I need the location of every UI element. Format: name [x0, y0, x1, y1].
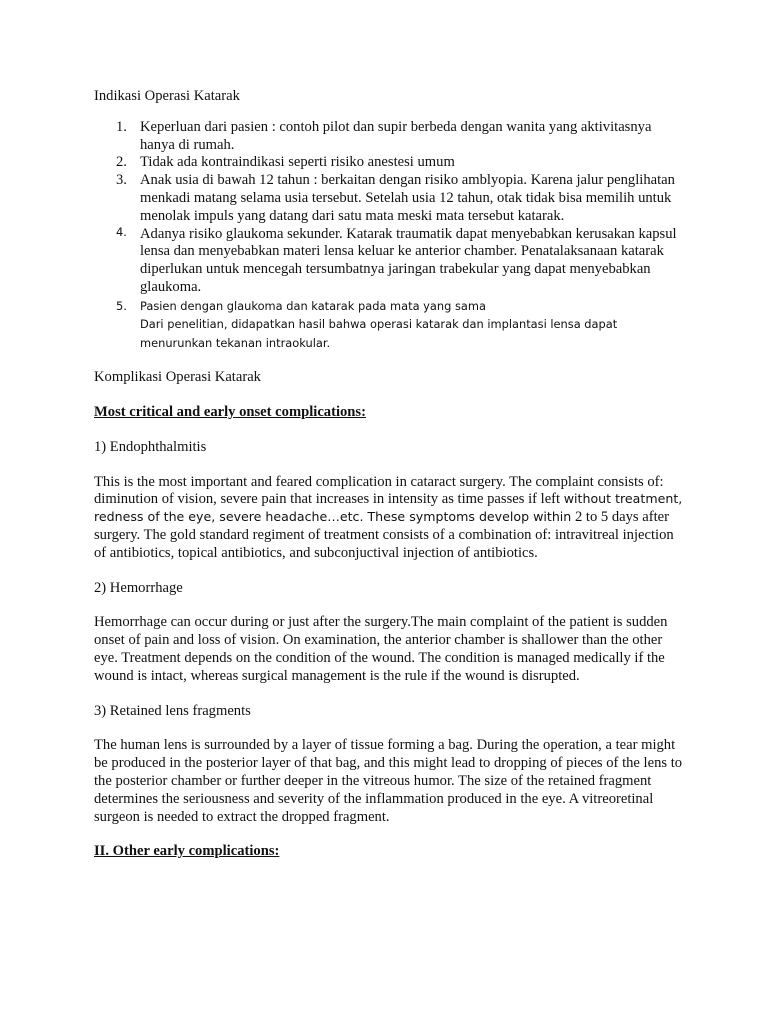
list-item: 1. Keperluan dari pasien : contoh pilot dan supir berbeda dengan wanita yang aktivitasnya hanya di rumah.	[116, 118, 652, 153]
section-title-hemorrhage: 2) Hemorrhage	[94, 579, 183, 596]
list-item: 3. Anak usia di bawah 12 tahun : berkaitan dengan risiko amblyopia. Karena jalur penglihatan menkadi matang selama usia tersebut. Setelah usia 12 tahun, otak tidak bisa memilih untuk menolak impuls yang datang dari satu mata meski mata tersebut katarak.	[116, 172, 675, 224]
list-item: 5. Pasien dengan glaukoma dan katarak pada mata yang sama Dari penelitian, didapatkan hasil bahwa operasi katarak dan implantasi lensa dapat menurunkan tekanan intraokular.	[116, 298, 618, 350]
list-item: 4. Adanya risiko glaukoma sekunder. Katarak traumatik dapat menyebabkan kerusakan kapsul lensa dan menyebabkan materi lensa keluar ke anterior chamber. Penatalaksanaan katarak diperlukan untuk mencegah tersumbatnya jaringan trabekular yang dapat menyebabkan glaukoma.	[116, 224, 677, 295]
critical-complications-heading: Most critical and early onset complications:	[94, 403, 366, 420]
section-title-retained-lens: 3) Retained lens fragments	[94, 702, 251, 719]
complications-title: Komplikasi Operasi Katarak	[94, 369, 261, 386]
indications-title: Indikasi Operasi Katarak	[94, 88, 240, 104]
list-item: 2. Tidak ada kontraindikasi seperti risiko anestesi umum	[116, 154, 455, 171]
document-content	[94, 88, 684, 861]
indications-list	[94, 119, 684, 352]
section-body-hemorrhage: Hemorrhage can occur during or just after the surgery.The main complaint of the patient is sudden onset of pain and loss of vision. On examination, the anterior chamber is shallower than the other eye. Treatment depends on the condition of the wound. The condition is managed medically if the wound is intact, whereas surgical management is the rule if the wound is disrupted.	[94, 614, 668, 684]
other-complications-heading: II. Other early complications:	[94, 843, 280, 860]
section-body-endophthalmitis: This is the most important and feared complication in cataract surgery. The complaint consists of: diminution of vision, severe pain that increases in intensity as time passes if left without treatment, redness of the eye, severe headache…etc. These symptoms develop within 2 to 5 days after surgery. The gold standard regiment of treatment consists of a combination of: intravitreal injection of antibiotics, topical antibiotics, and subconjuctival injection of antibiotics.	[94, 473, 683, 561]
section-body-retained-lens: The human lens is surrounded by a layer of tissue forming a bag. During the operation, a tear might be produced in the posterior layer of that bag, and this might lead to dropping of pieces of the lens to the posterior chamber or further deeper in the vitreous humor. The size of the retained fragment determines the seriousness and severity of the inflammation produced in the eye. A vitreoretinal surgeon is needed to extract the dropped fragment.	[94, 737, 683, 825]
section-title-endophthalmitis: 1) Endophthalmitis	[94, 438, 207, 455]
